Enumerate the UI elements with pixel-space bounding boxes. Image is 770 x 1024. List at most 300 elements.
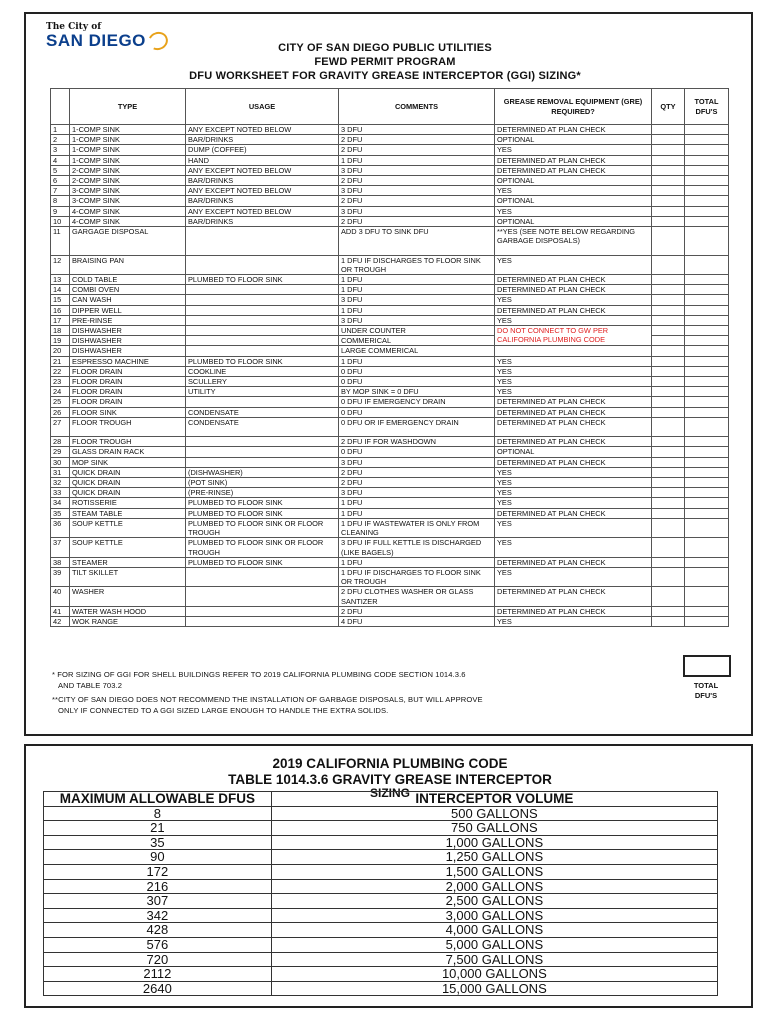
- total-dfu-input[interactable]: [685, 488, 729, 498]
- sizing-volume-value: 1,500 GALLONS: [271, 864, 717, 879]
- total-dfu-input[interactable]: [685, 176, 729, 186]
- row-usage: CONDENSATE: [186, 417, 339, 436]
- sizing-volume-value: 500 GALLONS: [271, 806, 717, 821]
- row-number: 40: [51, 587, 70, 606]
- row-comments: BY MOP SINK = 0 DFU: [339, 387, 495, 397]
- row-number: 34: [51, 498, 70, 508]
- total-dfu-input[interactable]: [685, 498, 729, 508]
- row-gre: YES: [495, 295, 652, 305]
- row-usage: COOKLINE: [186, 366, 339, 376]
- qty-input[interactable]: [652, 567, 685, 586]
- header-line-3: DFU WORKSHEET FOR GRAVITY GREASE INTERCEPTOR (GGI) SIZING*: [189, 70, 581, 82]
- qty-input[interactable]: [652, 326, 685, 336]
- qty-input[interactable]: [652, 165, 685, 175]
- row-number: 1: [51, 125, 70, 135]
- row-number: 10: [51, 216, 70, 226]
- row-comments: 0 DFU: [339, 377, 495, 387]
- qty-input[interactable]: [652, 216, 685, 226]
- row-gre: DETERMINED AT PLAN CHECK: [495, 457, 652, 467]
- qty-input[interactable]: [652, 135, 685, 145]
- sizing-row: [44, 908, 718, 923]
- row-comments: 1 DFU IF WASTEWATER IS ONLY FROM CLEANING: [339, 518, 495, 537]
- col-gre: GREASE REMOVAL EQUIPMENT (GRE) REQUIRED?: [495, 89, 652, 125]
- row-gre: DETERMINED AT PLAN CHECK: [495, 155, 652, 165]
- row-comments: 0 DFU: [339, 407, 495, 417]
- row-usage: DUMP (COFFEE): [186, 145, 339, 155]
- sizing-dfu-value: 428: [44, 923, 272, 938]
- qty-input[interactable]: [652, 336, 685, 346]
- qty-input[interactable]: [652, 518, 685, 537]
- row-type: COLD TABLE: [70, 275, 186, 285]
- row-number: 12: [51, 255, 70, 274]
- row-number: 24: [51, 387, 70, 397]
- row-gre: YES: [495, 186, 652, 196]
- row-comments: 3 DFU: [339, 315, 495, 325]
- row-type: ESPRESSO MACHINE: [70, 356, 186, 366]
- sizing-volume-value: 3,000 GALLONS: [271, 908, 717, 923]
- qty-input[interactable]: [652, 387, 685, 397]
- row-comments: 2 DFU: [339, 467, 495, 477]
- row-type: CAN WASH: [70, 295, 186, 305]
- row-gre: YES: [495, 478, 652, 488]
- sizing-title-1: 2019 CALIFORNIA PLUMBING CODE: [272, 756, 508, 771]
- sizing-dfu-value: 307: [44, 894, 272, 909]
- row-comments: 1 DFU: [339, 557, 495, 567]
- row-usage: SCULLERY: [186, 377, 339, 387]
- row-type: 4-COMP SINK: [70, 216, 186, 226]
- total-dfu-input[interactable]: [685, 457, 729, 467]
- row-type: FLOOR TROUGH: [70, 417, 186, 436]
- total-dfu-input[interactable]: [685, 315, 729, 325]
- row-type: WASHER: [70, 587, 186, 606]
- qty-input[interactable]: [652, 186, 685, 196]
- qty-input[interactable]: [652, 356, 685, 366]
- total-dfu-input[interactable]: [685, 165, 729, 175]
- row-type: 4-COMP SINK: [70, 206, 186, 216]
- total-dfu-input[interactable]: [685, 606, 729, 616]
- sizing-dfu-value: 172: [44, 864, 272, 879]
- row-gre: DETERMINED AT PLAN CHECK: [495, 275, 652, 285]
- row-comments: 1 DFU IF DISCHARGES TO FLOOR SINK OR TROUGH: [339, 255, 495, 274]
- sizing-row: [44, 821, 718, 836]
- total-dfu-input[interactable]: [685, 125, 729, 135]
- row-usage: BAR/DRINKS: [186, 216, 339, 226]
- row-number: 33: [51, 488, 70, 498]
- qty-input[interactable]: [652, 305, 685, 315]
- table-row: [51, 275, 729, 285]
- row-type: STEAM TABLE: [70, 508, 186, 518]
- row-type: ROTISSERIE: [70, 498, 186, 508]
- total-dfu-input[interactable]: [685, 216, 729, 226]
- sizing-volume-value: 4,000 GALLONS: [271, 923, 717, 938]
- row-type: TILT SKILLET: [70, 567, 186, 586]
- total-dfu-input[interactable]: [685, 295, 729, 305]
- row-comments: 2 DFU: [339, 478, 495, 488]
- row-type: 3-COMP SINK: [70, 196, 186, 206]
- qty-input[interactable]: [652, 366, 685, 376]
- row-type: 1-COMP SINK: [70, 155, 186, 165]
- row-number: 6: [51, 176, 70, 186]
- qty-input[interactable]: [652, 557, 685, 567]
- table-row: [51, 616, 729, 626]
- row-comments: COMMERICAL: [339, 336, 495, 346]
- qty-input[interactable]: [652, 447, 685, 457]
- sizing-title-3: SIZING: [369, 786, 410, 800]
- row-gre: YES: [495, 616, 652, 626]
- total-dfu-input[interactable]: [685, 377, 729, 387]
- row-usage: [186, 457, 339, 467]
- row-number: 36: [51, 518, 70, 537]
- sizing-volume-value: 2,000 GALLONS: [271, 879, 717, 894]
- sizing-title-2: TABLE 1014.3.6 GRAVITY GREASE INTERCEPTOR: [228, 772, 552, 787]
- row-type: FLOOR DRAIN: [70, 366, 186, 376]
- row-number: 31: [51, 467, 70, 477]
- row-number: 17: [51, 315, 70, 325]
- sizing-dfu-value: 35: [44, 835, 272, 850]
- row-comments: 2 DFU: [339, 606, 495, 616]
- row-number: 19: [51, 336, 70, 346]
- qty-input[interactable]: [652, 508, 685, 518]
- row-number: 13: [51, 275, 70, 285]
- total-dfu-input[interactable]: [685, 275, 729, 285]
- row-gre: YES: [495, 145, 652, 155]
- row-comments: 1 DFU: [339, 508, 495, 518]
- total-dfu-input[interactable]: [685, 326, 729, 336]
- qty-input[interactable]: [652, 498, 685, 508]
- row-type: DISHWASHER: [70, 326, 186, 336]
- logo-small-text: The City of: [46, 22, 102, 32]
- row-comments: UNDER COUNTER: [339, 326, 495, 336]
- grand-total-label: TOTAL DFU'S: [693, 681, 719, 700]
- row-number: 14: [51, 285, 70, 295]
- row-type: SOUP KETTLE: [70, 538, 186, 557]
- row-comments: 2 DFU: [339, 196, 495, 206]
- row-usage: PLUMBED TO FLOOR SINK: [186, 557, 339, 567]
- sizing-volume-value: 7,500 GALLONS: [271, 952, 717, 967]
- sizing-volume-value: 1,250 GALLONS: [271, 850, 717, 865]
- row-gre: DETERMINED AT PLAN CHECK: [495, 417, 652, 436]
- total-dfu-input[interactable]: [685, 538, 729, 557]
- row-number: 39: [51, 567, 70, 586]
- row-usage: [186, 227, 339, 256]
- row-gre: YES: [495, 255, 652, 274]
- row-type: FLOOR DRAIN: [70, 377, 186, 387]
- col-total: TOTAL DFU'S: [685, 89, 729, 125]
- row-usage: [186, 437, 339, 447]
- row-type: FLOOR SINK: [70, 407, 186, 417]
- total-dfu-input[interactable]: [685, 447, 729, 457]
- total-dfu-input[interactable]: [685, 135, 729, 145]
- row-number: 11: [51, 227, 70, 256]
- row-gre: YES: [495, 377, 652, 387]
- qty-input[interactable]: [652, 206, 685, 216]
- qty-input[interactable]: [652, 606, 685, 616]
- row-number: 16: [51, 305, 70, 315]
- table-row: [51, 606, 729, 616]
- qty-input[interactable]: [652, 145, 685, 155]
- table-row: [51, 467, 729, 477]
- total-dfu-input[interactable]: [685, 356, 729, 366]
- row-number: 18: [51, 326, 70, 336]
- col-type: TYPE: [70, 89, 186, 125]
- row-number: 22: [51, 366, 70, 376]
- row-comments: 3 DFU: [339, 295, 495, 305]
- row-usage: [186, 447, 339, 457]
- col-comments: COMMENTS: [339, 89, 495, 125]
- qty-input[interactable]: [652, 255, 685, 274]
- qty-input[interactable]: [652, 488, 685, 498]
- row-gre: YES: [495, 366, 652, 376]
- row-gre: DETERMINED AT PLAN CHECK: [495, 165, 652, 175]
- row-usage: [186, 336, 339, 346]
- table-row: [51, 587, 729, 606]
- total-dfu-input[interactable]: [685, 305, 729, 315]
- row-type: BRAISING PAN: [70, 255, 186, 274]
- sizing-row: [44, 894, 718, 909]
- row-usage: [186, 587, 339, 606]
- row-type: DIPPER WELL: [70, 305, 186, 315]
- table-row: [51, 216, 729, 226]
- row-type: FLOOR DRAIN: [70, 397, 186, 407]
- qty-input[interactable]: [652, 397, 685, 407]
- row-type: DISHWASHER: [70, 346, 186, 356]
- sizing-dfu-value: 90: [44, 850, 272, 865]
- row-gre: [495, 346, 652, 356]
- row-number: 20: [51, 346, 70, 356]
- qty-input[interactable]: [652, 125, 685, 135]
- row-number: 21: [51, 356, 70, 366]
- row-number: 26: [51, 407, 70, 417]
- row-comments: 3 DFU IF FULL KETTLE IS DISCHARGED (LIKE BAGELS): [339, 538, 495, 557]
- table-row: [51, 326, 729, 336]
- qty-input[interactable]: [652, 346, 685, 356]
- row-usage: BAR/DRINKS: [186, 176, 339, 186]
- row-usage: ANY EXCEPT NOTED BELOW: [186, 206, 339, 216]
- row-number: 5: [51, 165, 70, 175]
- row-gre: DETERMINED AT PLAN CHECK: [495, 437, 652, 447]
- qty-input[interactable]: [652, 437, 685, 447]
- total-dfu-input[interactable]: [685, 518, 729, 537]
- row-type: FLOOR TROUGH: [70, 437, 186, 447]
- row-usage: BAR/DRINKS: [186, 135, 339, 145]
- row-gre: OPTIONAL: [495, 196, 652, 206]
- row-gre: DETERMINED AT PLAN CHECK: [495, 305, 652, 315]
- row-gre: YES: [495, 206, 652, 216]
- total-dfu-input[interactable]: [685, 206, 729, 216]
- total-dfu-input[interactable]: [685, 567, 729, 586]
- row-type: SOUP KETTLE: [70, 518, 186, 537]
- row-comments: ADD 3 DFU TO SINK DFU: [339, 227, 495, 256]
- qty-input[interactable]: [652, 407, 685, 417]
- sizing-col-dfus: MAXIMUM ALLOWABLE DFUS: [44, 792, 272, 807]
- sizing-dfu-value: 576: [44, 937, 272, 952]
- qty-input[interactable]: [652, 155, 685, 165]
- row-usage: (PRE-RINSE): [186, 488, 339, 498]
- total-dfu-input[interactable]: [685, 478, 729, 488]
- qty-input[interactable]: [652, 457, 685, 467]
- row-number: 37: [51, 538, 70, 557]
- total-dfu-input[interactable]: [685, 366, 729, 376]
- row-usage: ANY EXCEPT NOTED BELOW: [186, 125, 339, 135]
- table-row: [51, 538, 729, 557]
- row-type: 1-COMP SINK: [70, 125, 186, 135]
- total-dfu-input[interactable]: [685, 437, 729, 447]
- row-type: DISHWASHER: [70, 336, 186, 346]
- row-type: QUICK DRAIN: [70, 467, 186, 477]
- total-dfu-input[interactable]: [685, 397, 729, 407]
- table-row: [51, 518, 729, 537]
- footnote-2a: **CITY OF SAN DIEGO DOES NOT RECOMMEND THE INSTALLATION OF GARBAGE DISPOSALS, BUT WILL APPROVE: [52, 695, 483, 704]
- total-dfu-input[interactable]: [685, 346, 729, 356]
- row-type: PRE-RINSE: [70, 315, 186, 325]
- row-comments: 3 DFU: [339, 488, 495, 498]
- row-usage: UTILITY: [186, 387, 339, 397]
- row-gre: YES: [495, 567, 652, 586]
- row-comments: 2 DFU: [339, 176, 495, 186]
- table-row: [51, 206, 729, 216]
- total-dfu-input[interactable]: [685, 155, 729, 165]
- row-usage: PLUMBED TO FLOOR SINK OR FLOOR TROUGH: [186, 538, 339, 557]
- header-line-2: FEWD PERMIT PROGRAM: [314, 56, 456, 68]
- qty-input[interactable]: [652, 285, 685, 295]
- sizing-row: [44, 937, 718, 952]
- row-comments: 2 DFU: [339, 145, 495, 155]
- sizing-row: [44, 923, 718, 938]
- sizing-dfu-value: 216: [44, 879, 272, 894]
- sizing-row: [44, 864, 718, 879]
- row-number: 30: [51, 457, 70, 467]
- total-dfu-input[interactable]: [685, 417, 729, 436]
- table-row: [51, 366, 729, 376]
- row-usage: [186, 255, 339, 274]
- qty-input[interactable]: [652, 196, 685, 206]
- total-dfu-input[interactable]: [685, 387, 729, 397]
- row-comments: 1 DFU: [339, 356, 495, 366]
- table-row: [51, 407, 729, 417]
- sizing-volume-value: 750 GALLONS: [271, 821, 717, 836]
- total-dfu-input[interactable]: [685, 227, 729, 256]
- qty-input[interactable]: [652, 538, 685, 557]
- total-dfu-input[interactable]: [685, 467, 729, 477]
- total-dfu-input[interactable]: [685, 285, 729, 295]
- qty-input[interactable]: [652, 616, 685, 626]
- sizing-volume-value: 2,500 GALLONS: [271, 894, 717, 909]
- row-gre: **YES (SEE NOTE BELOW REGARDING GARBAGE DISPOSALS): [495, 227, 652, 256]
- row-gre: DETERMINED AT PLAN CHECK: [495, 125, 652, 135]
- row-gre: DETERMINED AT PLAN CHECK: [495, 397, 652, 407]
- row-gre: OPTIONAL: [495, 447, 652, 457]
- row-number: 9: [51, 206, 70, 216]
- total-dfu-input[interactable]: [685, 196, 729, 206]
- grand-total-field[interactable]: [683, 655, 731, 677]
- qty-input[interactable]: [652, 315, 685, 325]
- total-dfu-input[interactable]: [685, 616, 729, 626]
- table-row: [51, 557, 729, 567]
- row-number: 8: [51, 196, 70, 206]
- sizing-dfu-value: 2640: [44, 981, 272, 996]
- total-dfu-input[interactable]: [685, 336, 729, 346]
- total-dfu-input[interactable]: [685, 508, 729, 518]
- row-number: 29: [51, 447, 70, 457]
- row-comments: 1 DFU: [339, 305, 495, 315]
- row-comments: LARGE COMMERICAL: [339, 346, 495, 356]
- table-row: [51, 508, 729, 518]
- row-type: QUICK DRAIN: [70, 488, 186, 498]
- sizing-dfu-value: 21: [44, 821, 272, 836]
- sizing-row: [44, 967, 718, 982]
- row-number: 42: [51, 616, 70, 626]
- row-number: 32: [51, 478, 70, 488]
- row-number: 38: [51, 557, 70, 567]
- table-row: [51, 356, 729, 366]
- total-dfu-input[interactable]: [685, 255, 729, 274]
- total-dfu-input[interactable]: [685, 186, 729, 196]
- footnote-1a: * FOR SIZING OF GGI FOR SHELL BUILDINGS REFER TO 2019 CALIFORNIA PLUMBING CODE SECTION 1014.3.6: [52, 670, 466, 679]
- total-dfu-input[interactable]: [685, 145, 729, 155]
- total-dfu-input[interactable]: [685, 407, 729, 417]
- table-row: [51, 165, 729, 175]
- row-usage: [186, 285, 339, 295]
- row-comments: 1 DFU: [339, 275, 495, 285]
- qty-input[interactable]: [652, 478, 685, 488]
- qty-input[interactable]: [652, 377, 685, 387]
- row-number: 25: [51, 397, 70, 407]
- qty-input[interactable]: [652, 275, 685, 285]
- table-row: [51, 315, 729, 325]
- row-number: 28: [51, 437, 70, 447]
- table-row: [51, 135, 729, 145]
- qty-input[interactable]: [652, 176, 685, 186]
- footnote-2b: ONLY IF CONNECTED TO A GGI SIZED LARGE ENOUGH TO HANDLE THE EXTRA SOLIDS.: [58, 706, 389, 715]
- sizing-row: [44, 835, 718, 850]
- total-dfu-input[interactable]: [685, 587, 729, 606]
- total-dfu-input[interactable]: [685, 557, 729, 567]
- table-row: [51, 285, 729, 295]
- row-usage: [186, 346, 339, 356]
- row-number: 41: [51, 606, 70, 616]
- row-comments: 2 DFU: [339, 135, 495, 145]
- qty-input[interactable]: [652, 295, 685, 305]
- sizing-dfu-value: 720: [44, 952, 272, 967]
- table-row: [51, 478, 729, 488]
- row-gre: OPTIONAL: [495, 135, 652, 145]
- table-row: [51, 346, 729, 356]
- row-gre: DETERMINED AT PLAN CHECK: [495, 557, 652, 567]
- table-row: [51, 186, 729, 196]
- sizing-row: [44, 850, 718, 865]
- table-row: [51, 176, 729, 186]
- row-comments: 3 DFU: [339, 206, 495, 216]
- qty-input[interactable]: [652, 587, 685, 606]
- row-number: 35: [51, 508, 70, 518]
- row-gre: DETERMINED AT PLAN CHECK: [495, 407, 652, 417]
- row-comments: 0 DFU: [339, 447, 495, 457]
- row-number: 4: [51, 155, 70, 165]
- row-number: 2: [51, 135, 70, 145]
- row-type: 1-COMP SINK: [70, 145, 186, 155]
- row-comments: 3 DFU: [339, 457, 495, 467]
- row-comments: 0 DFU IF EMERGENCY DRAIN: [339, 397, 495, 407]
- row-usage: [186, 295, 339, 305]
- footnote-1b: AND TABLE 703.2: [58, 681, 123, 690]
- qty-input[interactable]: [652, 227, 685, 256]
- qty-input[interactable]: [652, 417, 685, 436]
- row-usage: [186, 606, 339, 616]
- row-comments: 0 DFU: [339, 366, 495, 376]
- qty-input[interactable]: [652, 467, 685, 477]
- row-usage: [186, 616, 339, 626]
- table-row: [51, 227, 729, 256]
